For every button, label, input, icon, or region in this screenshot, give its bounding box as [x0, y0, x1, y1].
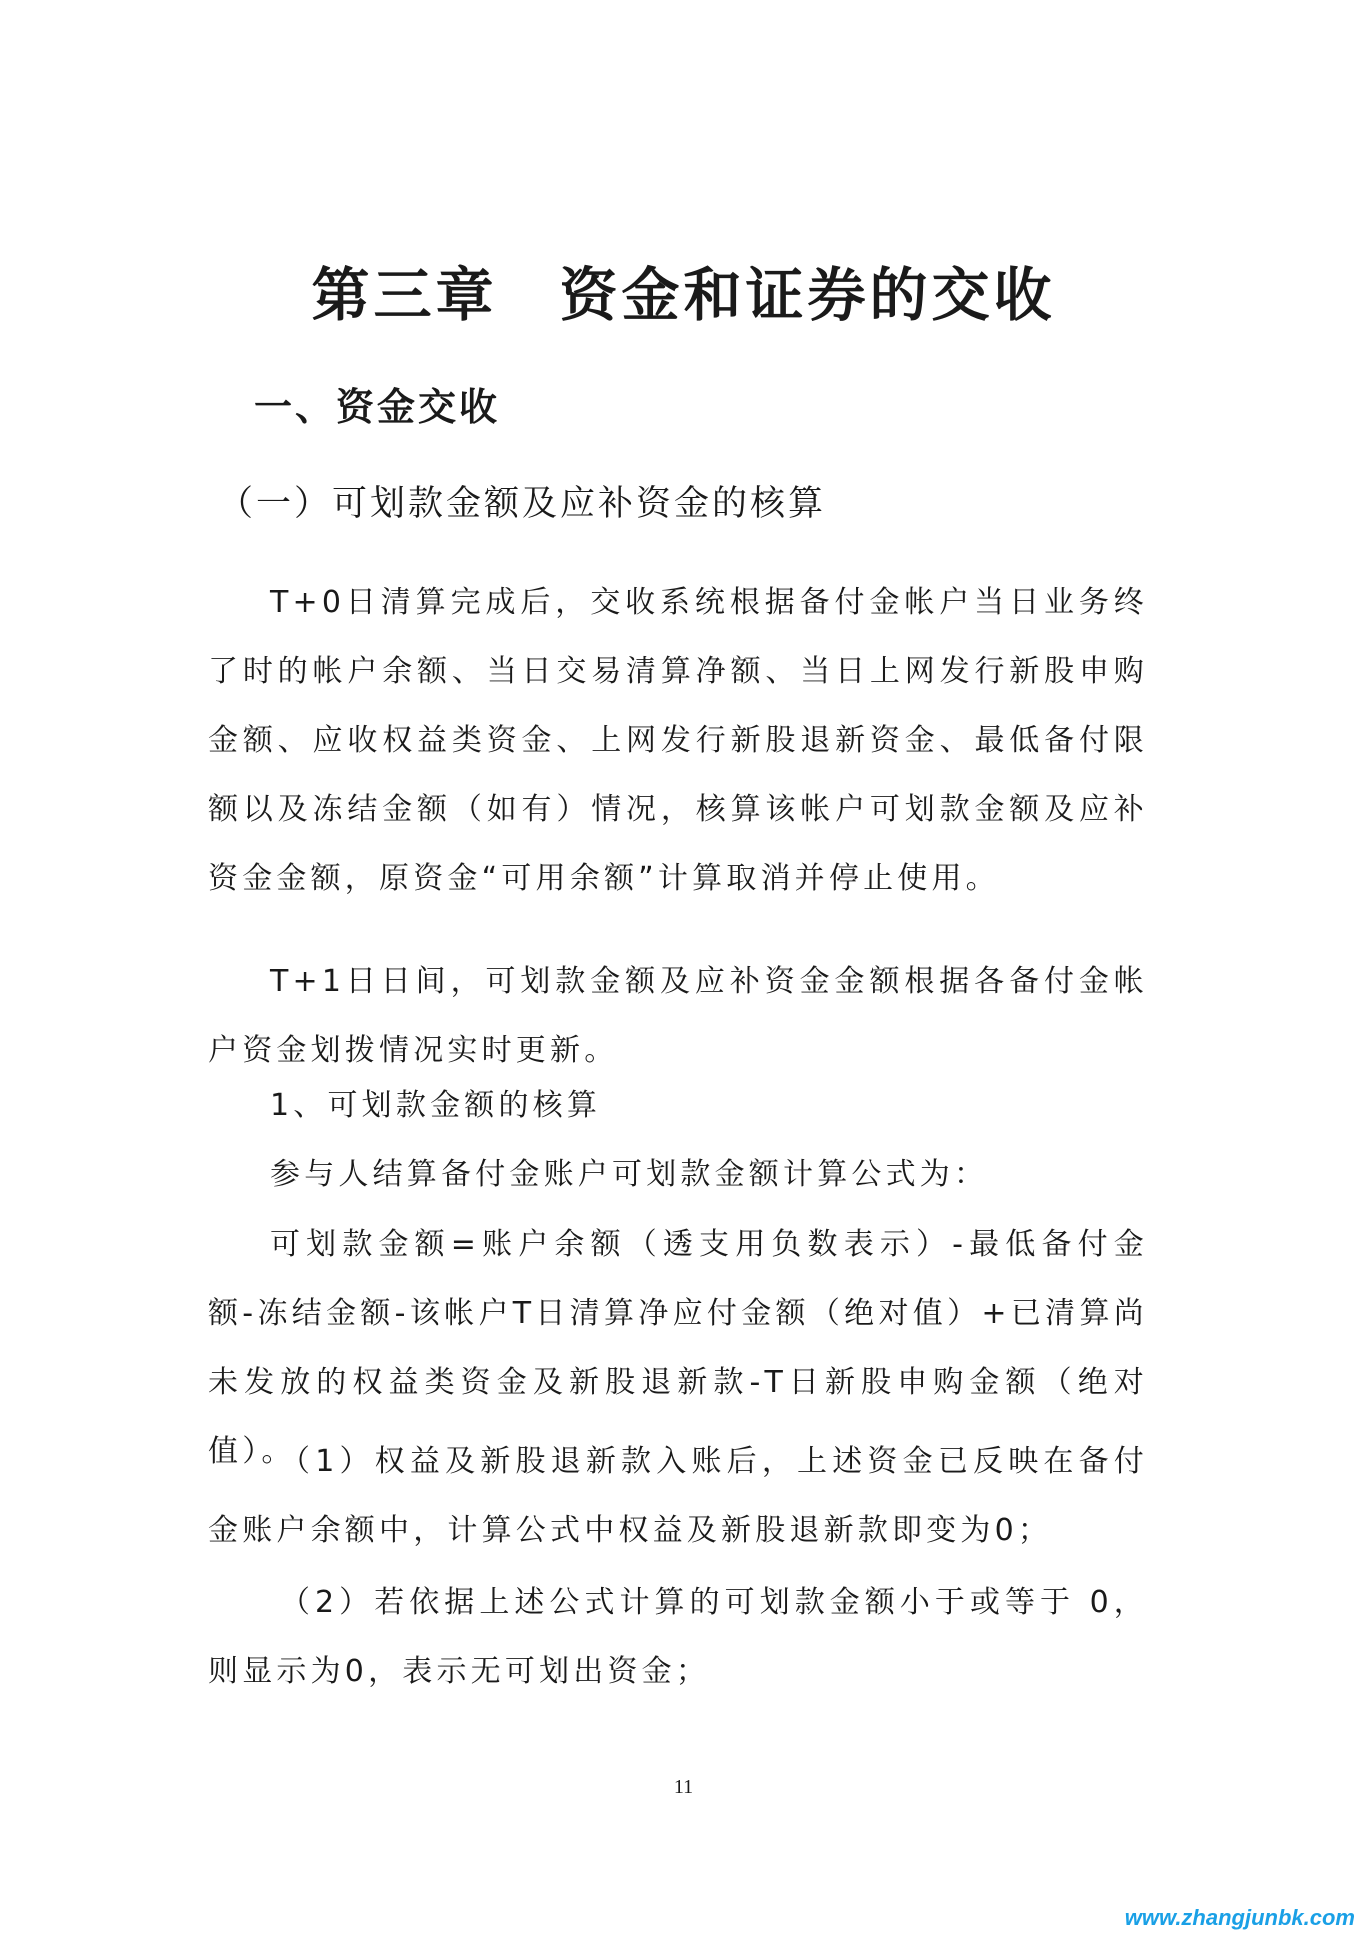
watermark: www.zhangjunbk.com — [1124, 1905, 1355, 1930]
page-number: 11 — [673, 1776, 694, 1798]
chapter-title: 第三章 资金和证券的交收 — [311, 261, 1056, 329]
paragraph-heading: 1、可划款金额的核算 — [270, 1088, 602, 1123]
paragraph: （2）若依据上述公式计算的可划款金额小于或等于 0，则显示为0，表示无可划出资金； — [208, 1585, 1148, 1689]
section-title: 一、资金交收 — [254, 385, 501, 429]
paragraph: （1）权益及新股退新款入账后，上述资金已反映在备付金账户余额中，计算公式中权益及新股退新款即变为0； — [208, 1444, 1148, 1548]
paragraph: 参与人结算备付金账户可划款金额计算公式为： — [270, 1157, 989, 1192]
paragraph: T+0日清算完成后，交收系统根据备付金帐户当日业务终了时的帐户余额、当日交易清算净额、当日上网发行新股申购金额、应收权益类资金、上网发行新股退新资金、最低备付限额以及冻结金额（如有）情况，核算该帐户可划款金额及应补资金金额，原资金“可用余额”计算取消并停止使用。 — [208, 585, 1148, 896]
paragraph-formula: 可划款金额=账户余额（透支用负数表示）-最低备付金额-冻结金额-该帐户T日清算净应付金额（绝对值）+已清算尚未发放的权益类资金及新股退新款-T日新股申购金额（绝对值）。 — [208, 1227, 1148, 1469]
paragraph: T+1日日间，可划款金额及应补资金金额根据各备付金帐户资金划拨情况实时更新。 — [208, 964, 1148, 1068]
subsection-title: （一）可划款金额及应补资金的核算 — [218, 484, 827, 524]
